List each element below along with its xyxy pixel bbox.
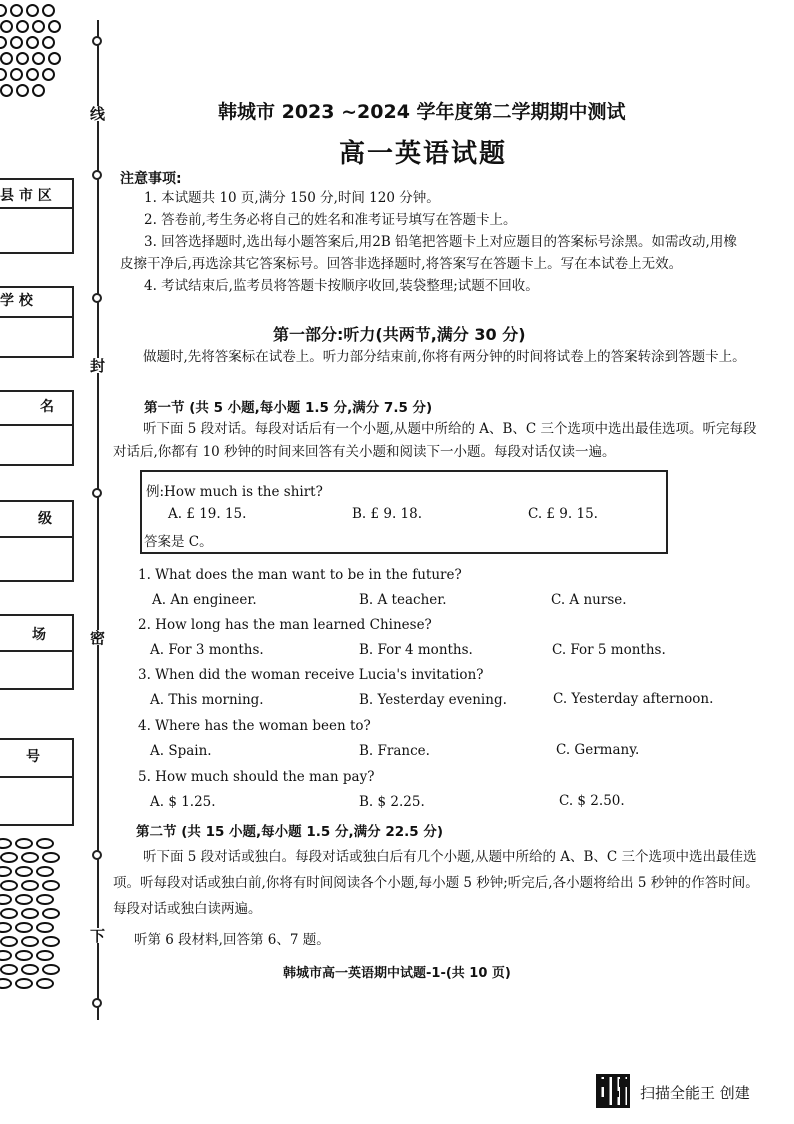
option-a[interactable]: A. $ 1.25.	[150, 794, 216, 810]
field-label-name: 名	[40, 399, 54, 415]
option-b[interactable]: B. A teacher.	[359, 592, 447, 608]
qr-code-icon	[596, 1074, 630, 1108]
option-c[interactable]: C. Yesterday afternoon.	[553, 691, 714, 707]
notice-item: 1. 本试题共 10 页,满分 150 分,时间 120 分钟。	[144, 190, 440, 206]
example-option-a: A. £ 19. 15.	[168, 506, 247, 522]
field-label-school: 学 校	[0, 293, 33, 309]
option-b[interactable]: B. France.	[359, 743, 430, 759]
binding-word: 线	[88, 106, 106, 121]
question-5: 5. How much should the man pay?	[138, 769, 375, 785]
field-label-number: 号	[26, 749, 40, 765]
exam-title: 韩城市 2023 ~2024 学年度第二学期期中测试	[218, 101, 626, 123]
section1-intro: 听下面 5 段对话。每段对话后有一个小题,从题中所给的 A、B、C 三个选项中选出最佳选项。听完每段对话后,你都有 10 秒钟的时间来回答有关小题和阅读下一小题。每段对话仅读一遍。	[113, 421, 757, 460]
part-intro: 做题时,先将答案标在试卷上。听力部分结束前,你将有两分钟的时间将试卷上的答案转涂到答题卡上。	[143, 349, 746, 365]
page-footer: 韩城市高一英语期中试题-1-(共 10 页)	[283, 966, 511, 981]
binding-dot	[92, 998, 102, 1008]
part-title: 第一部分:听力(共两节,满分 30 分)	[273, 325, 526, 344]
field-label-class: 级	[38, 511, 52, 527]
question-4: 4. Where has the woman been to?	[138, 718, 371, 734]
option-b[interactable]: B. Yesterday evening.	[359, 692, 507, 708]
binding-dot	[92, 170, 102, 180]
option-a[interactable]: A. Spain.	[150, 743, 212, 759]
section2-title: 第二节 (共 15 小题,每小题 1.5 分,满分 22.5 分)	[136, 824, 444, 840]
example-option-b: B. £ 9. 18.	[352, 506, 423, 522]
option-c[interactable]: C. $ 2.50.	[559, 793, 625, 809]
binding-dot	[92, 293, 102, 303]
notice-list	[120, 187, 760, 297]
field-label-room: 场	[32, 627, 46, 643]
notice-heading: 注意事项:	[120, 171, 182, 187]
notice-item: 2. 答卷前,考生务必将自己的姓名和准考证号填写在答题卡上。	[144, 212, 517, 228]
notice-item: 3. 回答选择题时,选出每小题答案后,用2B 铅笔把答题卡上对应题目的答案标号涂黑。如需改动,用橡皮擦干净后,再选涂其它答案标号。回答非选择题时,将答案写在答题卡上。写在本试卷上无效。	[120, 234, 737, 272]
binding-holes-top	[0, 4, 62, 104]
question-2: 2. How long has the man learned Chinese?	[138, 617, 432, 633]
material-6-instruction: 听第 6 段材料,回答第 6、7 题。	[134, 932, 330, 948]
field-box-name[interactable]	[0, 390, 74, 466]
section1-title: 第一节 (共 5 小题,每小题 1.5 分,满分 7.5 分)	[144, 400, 433, 416]
example-box	[140, 470, 668, 554]
section2-intro: 听下面 5 段对话或独白。每段对话或独白后有几个小题,从题中所给的 A、B、C 三个选项中选出最佳选项。听每段对话或独白前,你将有时间阅读各个小题,每小题 5 秒钟;听完后,各小题将给出 5 秒钟的作答时间。每段对话或独白读两遍。	[113, 849, 759, 917]
question-3: 3. When did the woman receive Lucia's invitation?	[138, 667, 484, 683]
binding-word: 密	[88, 630, 106, 645]
scanner-watermark: 扫描全能王 创建	[640, 1084, 750, 1102]
option-c[interactable]: C. For 5 months.	[552, 642, 666, 658]
option-c[interactable]: C. Germany.	[556, 742, 640, 758]
binding-dot	[92, 488, 102, 498]
binding-word: 下	[88, 928, 106, 943]
binding-dot	[92, 850, 102, 860]
option-a[interactable]: A. For 3 months.	[150, 642, 264, 658]
question-1: 1. What does the man want to be in the future?	[138, 567, 462, 583]
example-option-c: C. £ 9. 15.	[528, 506, 598, 522]
binding-word: 封	[88, 358, 106, 373]
binding-dot	[92, 36, 102, 46]
binding-holes-bottom	[0, 838, 62, 1013]
option-c[interactable]: C. A nurse.	[551, 592, 627, 608]
notice-item: 4. 考试结束后,监考员将答题卡按顺序收回,装袋整理;试题不回收。	[144, 278, 539, 294]
subject-title: 高一英语试题	[339, 139, 508, 169]
example-answer: 答案是 C。	[144, 534, 213, 550]
field-label-district: 县 市 区	[0, 188, 52, 204]
option-b[interactable]: B. $ 2.25.	[359, 794, 425, 810]
option-b[interactable]: B. For 4 months.	[359, 642, 473, 658]
option-a[interactable]: A. An engineer.	[152, 592, 257, 608]
example-question: 例:How much is the shirt?	[146, 484, 323, 500]
field-box-class[interactable]	[0, 500, 74, 582]
option-a[interactable]: A. This morning.	[150, 692, 264, 708]
